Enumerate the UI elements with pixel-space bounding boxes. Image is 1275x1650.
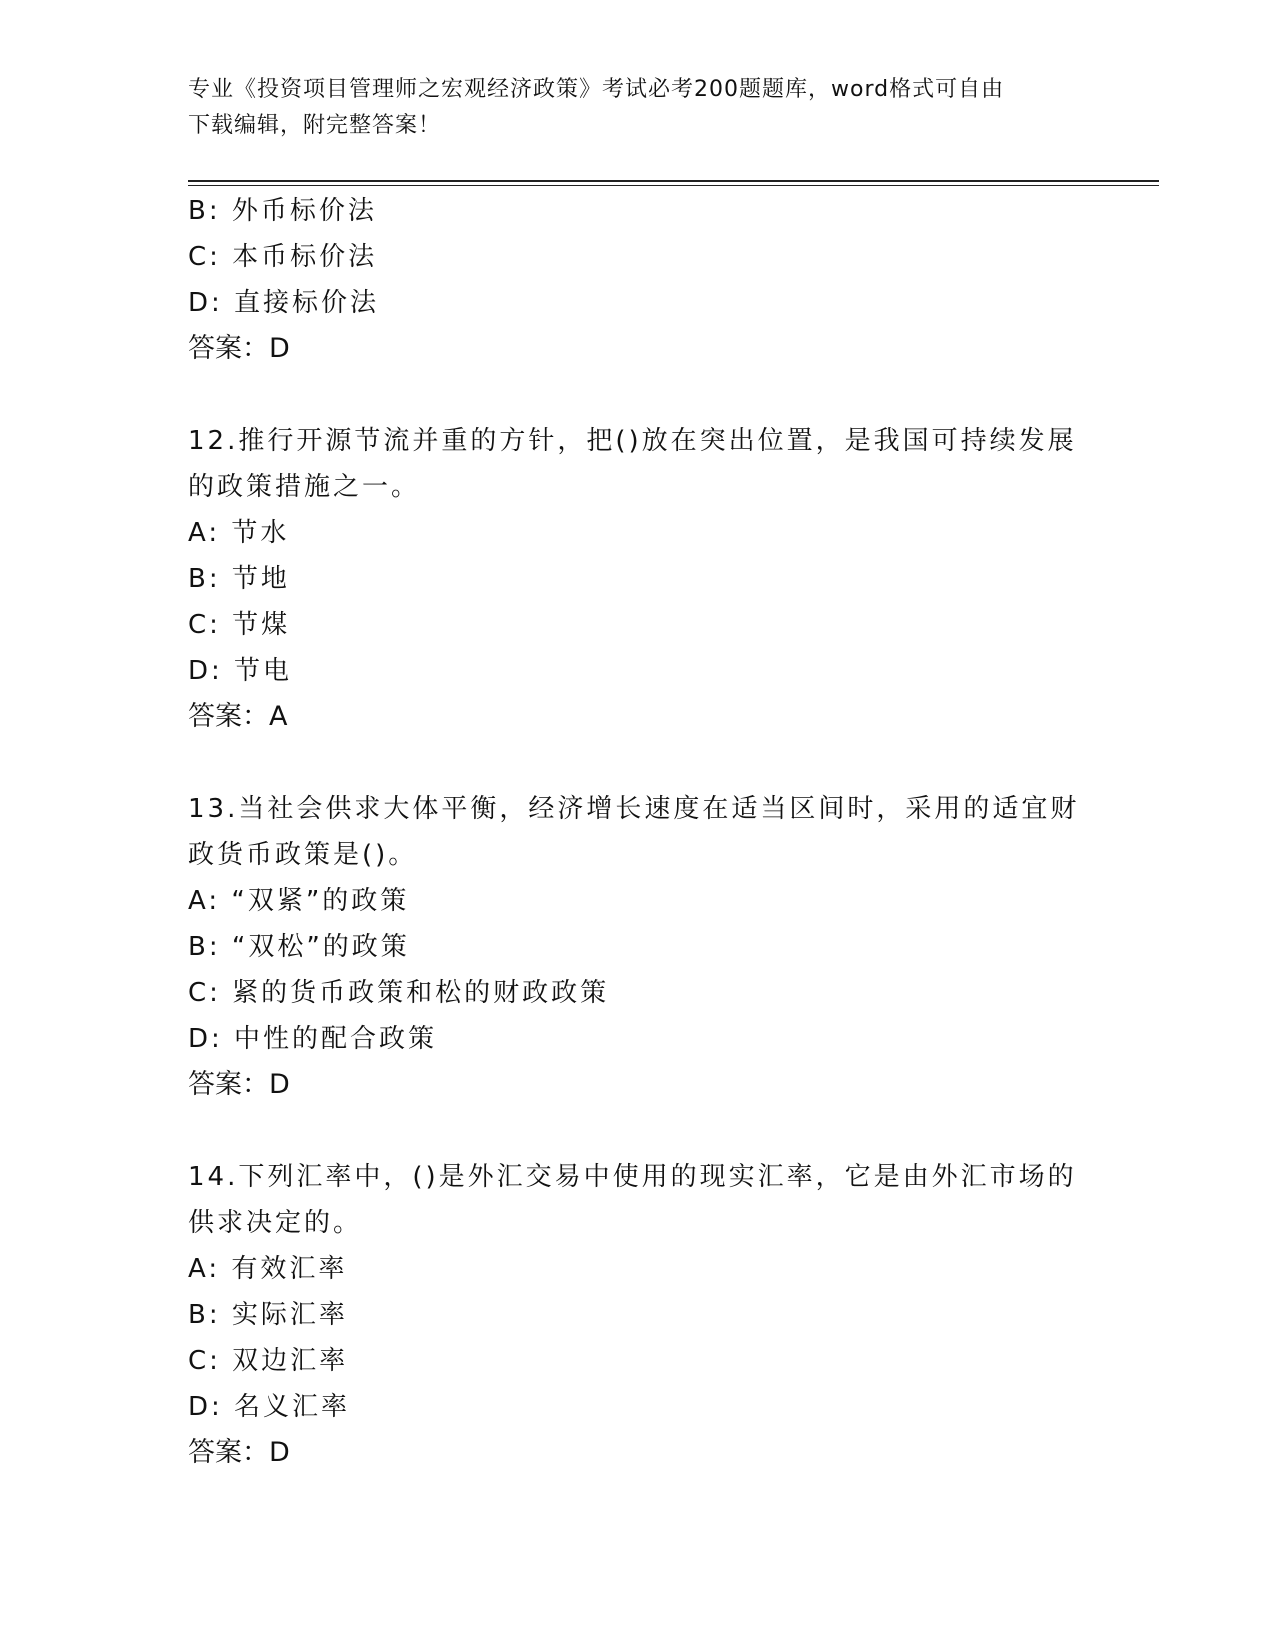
question-stem-line-1: 14.下列汇率中，()是外汇交易中使用的现实汇率，它是由外汇市场的 (188, 1162, 1077, 1192)
question-stem-line-1: 13.当社会供求大体平衡，经济增长速度在适当区间时，采用的适宜财 (188, 794, 1080, 824)
option-d: D: 直接标价法 (188, 288, 380, 318)
option-b: B: “双松”的政策 (188, 932, 410, 962)
question-14 (188, 1154, 1088, 1476)
question-stem-line-2: 的政策措施之一。 (188, 472, 421, 502)
option-d: D: 名义汇率 (188, 1392, 351, 1422)
answer-line: 答案：D (188, 1437, 290, 1468)
option-b: B: 外币标价法 (188, 196, 377, 226)
question-13 (188, 786, 1088, 1108)
question-12 (188, 418, 1088, 740)
option-a: A: “双紧”的政策 (188, 886, 410, 916)
answer-line: 答案：D (188, 1069, 290, 1100)
option-d: D: 节电 (188, 656, 293, 686)
option-a: A: 节水 (188, 518, 290, 548)
question-stem-line-1: 12.推行开源节流并重的方针，把()放在突出位置，是我国可持续发展 (188, 426, 1077, 456)
answer-line: 答案：D (188, 333, 290, 364)
question-list (188, 188, 1088, 1476)
option-c: C: 紧的货币政策和松的财政政策 (188, 978, 610, 1008)
question-stem-line-2: 政货币政策是()。 (188, 840, 418, 870)
header-divider (188, 180, 1159, 182)
option-d: D: 中性的配合政策 (188, 1024, 438, 1054)
option-c: C: 双边汇率 (188, 1346, 349, 1376)
option-b: B: 节地 (188, 564, 290, 594)
option-a: A: 有效汇率 (188, 1254, 348, 1284)
option-b: B: 实际汇率 (188, 1300, 348, 1330)
question-stem-line-2: 供求决定的。 (188, 1208, 363, 1238)
header-line-1: 专业《投资项目管理师之宏观经济政策》考试必考200题题库，word格式可自由 (188, 77, 1005, 102)
header-divider-thin (188, 185, 1159, 186)
option-c: C: 本币标价法 (188, 242, 378, 272)
partial-question (188, 188, 1088, 372)
answer-line: 答案：A (188, 701, 288, 732)
document-header (188, 72, 1068, 144)
option-c: C: 节煤 (188, 610, 291, 640)
header-line-2: 下载编辑，附完整答案！ (188, 113, 442, 138)
